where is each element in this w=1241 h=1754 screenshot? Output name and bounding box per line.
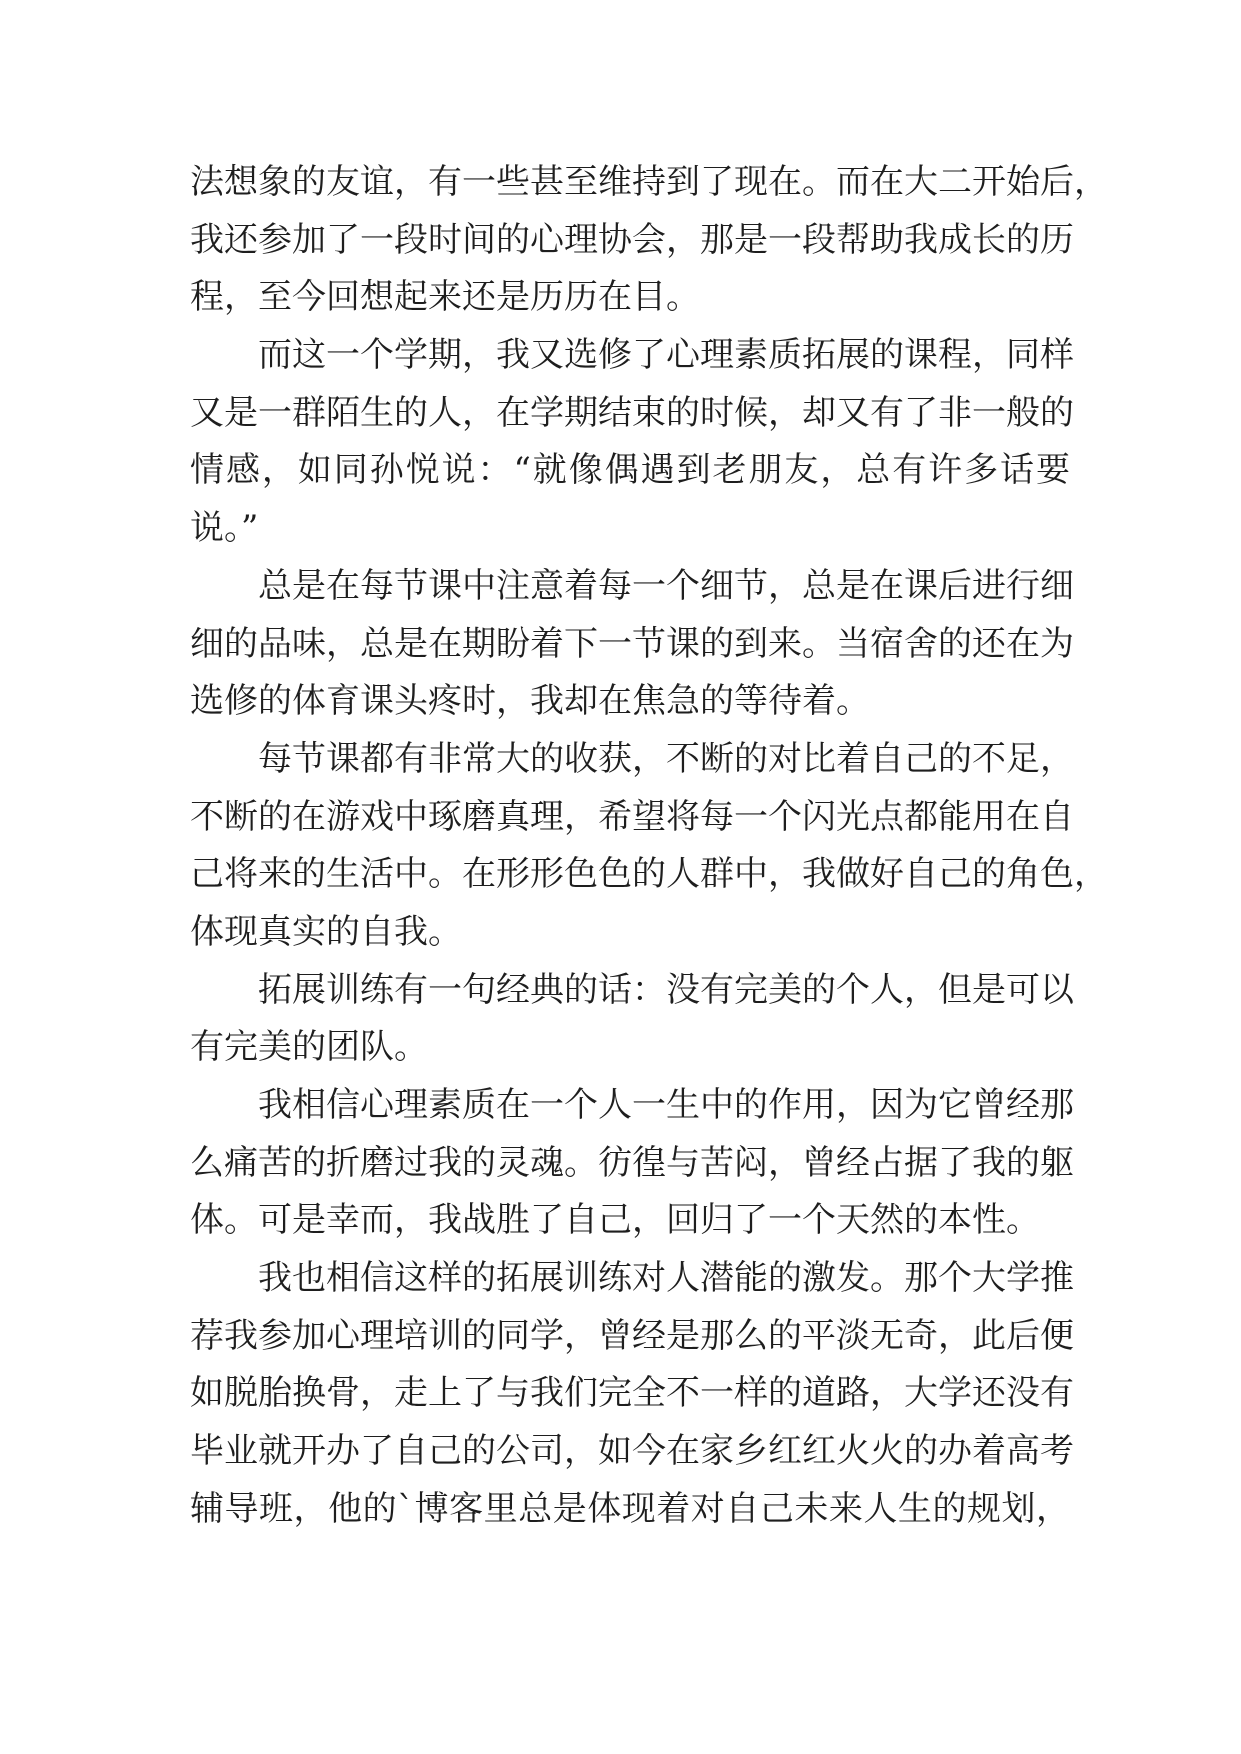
text-line: 说。” [190,508,259,549]
text-line: 体。可是幸而，我战胜了自己，回归了一个天然的本性。 [190,1200,1040,1241]
paragraph-first-line: 我相信心理素质在一个人一生中的作用，因为它曾经那 [258,1085,1074,1125]
text-line: 情感，如同孙悦说：“就像偶遇到老朋友，总有许多话要 [190,450,1070,491]
text-line: 法想象的友谊，有一些甚至维持到了现在。而在大二开始后， [190,162,1108,202]
text-line: 又是一群陌生的人，在学期结束的时候，却又有了非一般的 [190,392,1074,433]
paragraph-first-line: 我也相信这样的拓展训练对人潜能的激发。那个大学推 [258,1258,1074,1299]
body-text [190,154,1108,1539]
text-line: 辅导班，他的`博客里总是体现着对自己未来人生的规划， [190,1488,1070,1529]
text-line: 有完美的团队。 [190,1027,428,1068]
text-line: 细的品味，总是在期盼着下一节课的到来。当宿舍的还在为 [190,623,1074,664]
text-line: 荐我参加心理培训的同学，曾经是那么的平淡无奇，此后便 [190,1315,1074,1356]
paragraph-first-line: 每节课都有非常大的收获，不断的对比着自己的不足， [258,738,1074,779]
text-line: 体现真实的自我。 [190,911,462,952]
text-line: 我还参加了一段时间的心理协会，那是一段帮助我成长的历 [190,219,1074,260]
paragraph-first-line: 而这一个学期，我又选修了心理素质拓展的课程，同样 [258,335,1074,376]
text-line: 么痛苦的折磨过我的灵魂。彷徨与苦闷，曾经占据了我的躯 [190,1142,1074,1183]
text-line: 选修的体育课头疼时，我却在焦急的等待着。 [190,681,870,722]
text-line: 毕业就开办了自己的公司，如今在家乡红红火火的办着高考 [190,1431,1074,1472]
paragraph-first-line: 拓展训练有一句经典的话：没有完美的个人，但是可以 [258,969,1074,1010]
text-line: 程，至今回想起来还是历历在目。 [190,277,700,318]
text-line: 己将来的生活中。在形形色色的人群中，我做好自己的角色， [190,854,1108,895]
text-line: 不断的在游戏中琢磨真理，希望将每一个闪光点都能用在自 [190,796,1074,837]
text-line: 如脱胎换骨，走上了与我们完全不一样的道路，大学还没有 [190,1373,1074,1414]
paragraph-first-line: 总是在每节课中注意着每一个细节，总是在课后进行细 [258,565,1074,606]
